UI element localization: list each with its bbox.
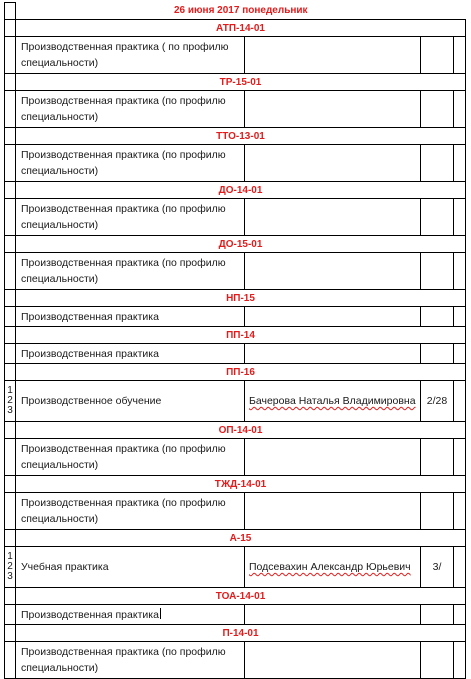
teacher-cell[interactable] xyxy=(245,199,421,236)
lesson-numbers[interactable] xyxy=(5,642,16,679)
subject-cell[interactable]: Производственная практика xyxy=(16,344,245,364)
table-row xyxy=(5,253,466,290)
blank-cell[interactable] xyxy=(5,422,16,439)
subject-cell[interactable]: Производственная практика (по профилю специальности) xyxy=(16,253,245,290)
group-title: НП-15 xyxy=(16,290,466,307)
table-row xyxy=(5,605,466,625)
extra-cell[interactable] xyxy=(454,91,466,128)
extra-cell[interactable] xyxy=(454,344,466,364)
room-cell[interactable] xyxy=(421,199,454,236)
table-row xyxy=(5,493,466,530)
group-title: П-14-01 xyxy=(16,625,466,642)
teacher-cell[interactable] xyxy=(245,307,421,327)
room-cell[interactable] xyxy=(421,91,454,128)
group-title: ТОА-14-01 xyxy=(16,588,466,605)
lesson-numbers[interactable] xyxy=(5,145,16,182)
subject-cell[interactable]: Производственное обучение xyxy=(16,381,245,422)
group-title: ПП-14 xyxy=(16,327,466,344)
teacher-name: Бачерова Наталья Владимировна xyxy=(249,395,416,407)
teacher-cell[interactable] xyxy=(245,381,421,422)
group-title: ОП-14-01 xyxy=(16,422,466,439)
schedule-sheet xyxy=(4,2,465,679)
lesson-numbers[interactable] xyxy=(5,547,16,588)
lesson-numbers-text: 1 2 3 xyxy=(7,551,13,582)
teacher-cell[interactable] xyxy=(245,642,421,679)
table-row xyxy=(5,37,466,74)
group-title: ДО-15-01 xyxy=(16,236,466,253)
subject-cell[interactable]: Производственная практика (по профилю специальности) xyxy=(16,145,245,182)
lesson-numbers[interactable] xyxy=(5,344,16,364)
date-heading: 26 июня 2017 понедельник xyxy=(16,3,466,20)
lesson-numbers[interactable] xyxy=(5,381,16,422)
table-row xyxy=(5,199,466,236)
lesson-numbers-text: 1 2 3 xyxy=(7,385,13,416)
blank-cell[interactable] xyxy=(5,236,16,253)
room-cell[interactable] xyxy=(421,253,454,290)
subject-cell[interactable]: Производственная практика xyxy=(16,307,245,327)
lesson-numbers[interactable] xyxy=(5,605,16,625)
room-cell[interactable] xyxy=(421,37,454,74)
room-cell[interactable]: 3/ xyxy=(421,547,454,588)
subject-text: Производственная практика xyxy=(21,608,159,621)
blank-cell[interactable] xyxy=(5,74,16,91)
room-cell[interactable] xyxy=(421,493,454,530)
group-title: А-15 xyxy=(16,530,466,547)
subject-cell[interactable]: Производственная практика (по профилю специальности) xyxy=(16,642,245,679)
subject-cell[interactable]: Производственная практика (по профилю специальности) xyxy=(16,199,245,236)
room-cell[interactable] xyxy=(421,439,454,476)
table-row xyxy=(5,344,466,364)
blank-cell[interactable] xyxy=(5,3,16,20)
room-cell[interactable] xyxy=(421,605,454,625)
extra-cell[interactable] xyxy=(454,253,466,290)
extra-cell[interactable] xyxy=(454,605,466,625)
blank-cell[interactable] xyxy=(5,290,16,307)
group-title: ТТО-13-01 xyxy=(16,128,466,145)
table-row xyxy=(5,642,466,679)
teacher-name: Подсевахин Александр Юрьевич xyxy=(249,561,411,573)
lesson-numbers[interactable] xyxy=(5,307,16,327)
extra-cell[interactable] xyxy=(454,199,466,236)
subject-cell[interactable] xyxy=(16,37,245,74)
subject-cell[interactable]: Учебная практика xyxy=(16,547,245,588)
teacher-cell[interactable] xyxy=(245,253,421,290)
teacher-cell[interactable] xyxy=(245,91,421,128)
table-row xyxy=(5,145,466,182)
table-row xyxy=(5,439,466,476)
table-row xyxy=(5,547,466,588)
blank-cell[interactable] xyxy=(5,364,16,381)
group-title: ПП-16 xyxy=(16,364,466,381)
extra-cell[interactable] xyxy=(454,381,466,422)
lesson-numbers[interactable] xyxy=(5,37,16,74)
text-cursor xyxy=(160,608,161,619)
teacher-cell[interactable] xyxy=(245,145,421,182)
extra-cell[interactable] xyxy=(454,642,466,679)
room-cell[interactable] xyxy=(421,642,454,679)
lesson-numbers[interactable] xyxy=(5,439,16,476)
room-cell[interactable]: 2/28 xyxy=(421,381,454,422)
table-row xyxy=(5,91,466,128)
extra-cell[interactable] xyxy=(454,547,466,588)
teacher-cell[interactable] xyxy=(245,605,421,625)
teacher-cell[interactable] xyxy=(245,344,421,364)
blank-cell[interactable] xyxy=(5,327,16,344)
subject-cell[interactable] xyxy=(16,605,245,625)
blank-cell[interactable] xyxy=(5,20,16,37)
teacher-cell[interactable] xyxy=(245,37,421,74)
teacher-cell[interactable] xyxy=(245,493,421,530)
subject-cell[interactable]: Производственная практика (по профилю специальности) xyxy=(16,493,245,530)
room-cell[interactable] xyxy=(421,344,454,364)
blank-cell[interactable] xyxy=(5,476,16,493)
group-title: ДО-14-01 xyxy=(16,182,466,199)
room-cell[interactable] xyxy=(421,145,454,182)
table-row xyxy=(5,381,466,422)
blank-cell[interactable] xyxy=(5,588,16,605)
blank-cell[interactable] xyxy=(5,625,16,642)
lesson-numbers[interactable] xyxy=(5,253,16,290)
extra-cell[interactable] xyxy=(454,307,466,327)
extra-cell[interactable] xyxy=(454,145,466,182)
blank-cell[interactable] xyxy=(5,530,16,547)
blank-cell[interactable] xyxy=(5,128,16,145)
lesson-numbers[interactable] xyxy=(5,493,16,530)
group-title: АТП-14-01 xyxy=(16,20,466,37)
extra-cell[interactable] xyxy=(454,37,466,74)
extra-cell[interactable] xyxy=(454,493,466,530)
schedule-table xyxy=(4,2,466,679)
subject-cell[interactable]: Производственная практика (по профилю специальности) xyxy=(16,91,245,128)
room-cell[interactable] xyxy=(421,307,454,327)
blank-cell[interactable] xyxy=(5,182,16,199)
lesson-numbers[interactable] xyxy=(5,199,16,236)
extra-cell[interactable] xyxy=(454,439,466,476)
teacher-cell[interactable] xyxy=(245,439,421,476)
date-row xyxy=(5,3,466,20)
subject-text: Производственная практика ( по профилю специальности) xyxy=(21,41,229,69)
group-title: ТР-15-01 xyxy=(16,74,466,91)
table-row xyxy=(5,307,466,327)
subject-cell[interactable]: Производственная практика (по профилю специальности) xyxy=(16,439,245,476)
lesson-numbers[interactable] xyxy=(5,91,16,128)
teacher-cell[interactable] xyxy=(245,547,421,588)
group-title: ТЖД-14-01 xyxy=(16,476,466,493)
